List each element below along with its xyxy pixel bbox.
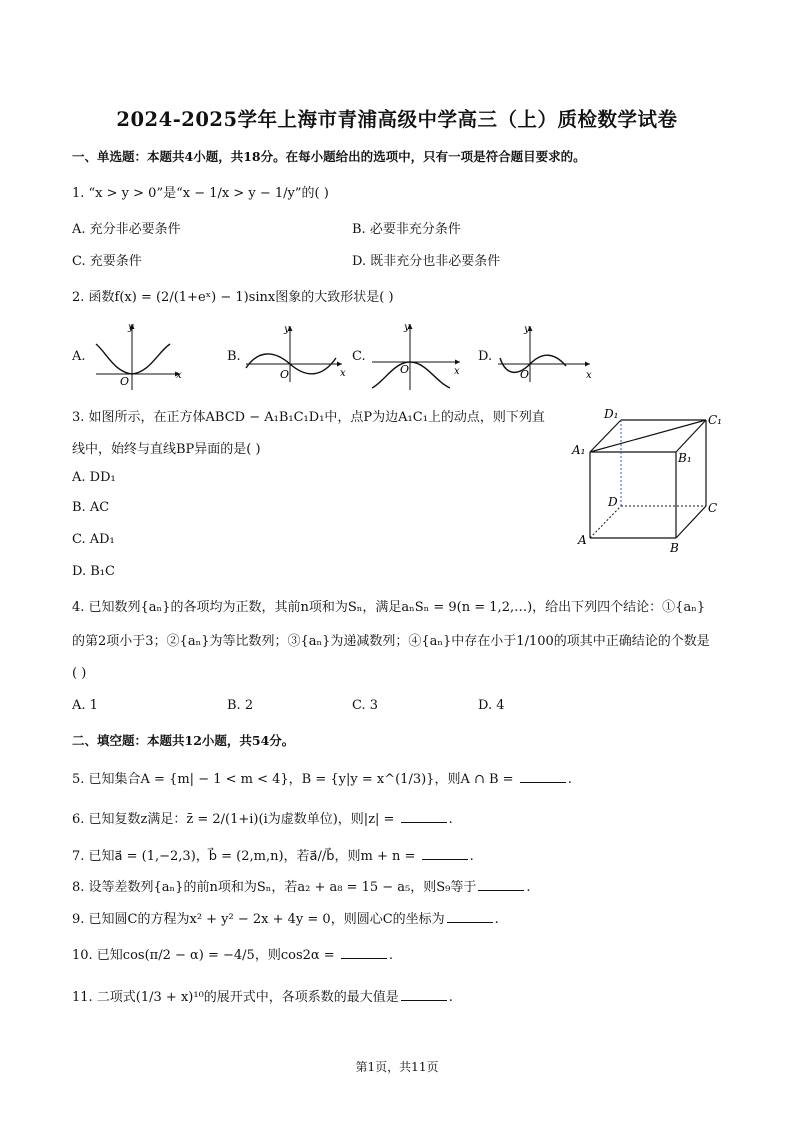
graph-b-x-arrow	[337, 362, 342, 367]
question-8-text: 8. 设等差数列{aₙ}的前n项和为Sₙ，若a₂ + a₈ = 15 − a₅，则S₉等于	[72, 880, 477, 895]
label-b1: B₁	[678, 451, 692, 465]
q4-option-c: C. 3	[352, 698, 379, 713]
label-a1: A₁	[572, 443, 586, 457]
graph-c-y-label: y	[404, 322, 410, 333]
graph-b	[244, 320, 348, 386]
q1-option-b: B. 必要非充分条件	[352, 222, 461, 237]
question-4-line1: 4. 已知数列{aₙ}的各项均为正数，其前n项和为Sₙ，满足aₙSₙ = 9(n = 1,2,…)，给出下列四个结论：①{aₙ}	[72, 600, 706, 615]
question-8	[72, 876, 531, 895]
question-10-end: .	[388, 948, 393, 963]
hidden-edge-a-d	[590, 506, 621, 538]
q2-option-c: C.	[352, 349, 366, 364]
label-d: D	[608, 495, 618, 509]
answer-blank-10	[341, 957, 387, 959]
q2-option-d: D.	[478, 349, 493, 364]
question-3-stem-line2: 线中，始终与直线BP异面的是( )	[72, 442, 261, 457]
q3-option-b: B. AC	[72, 500, 110, 515]
question-5	[72, 768, 572, 787]
graph-b-origin: O	[280, 368, 290, 381]
q1-option-c: C. 充要条件	[72, 254, 142, 269]
graph-c	[370, 318, 466, 394]
question-10-text: 10. 已知cos(π/2 − α) = −4/5，则cos2α =	[72, 948, 339, 963]
question-9-text: 9. 已知圆C的方程为x² + y² − 2x + 4y = 0，则圆心C的坐标为	[72, 912, 445, 927]
graph-c-x-arrow	[455, 360, 460, 365]
q1-option-d: D. 既非充分也非必要条件	[352, 254, 501, 269]
question-4-line2: 的第2项小于3；②{aₙ}为等比数列；③{aₙ}为递减数列；④{aₙ}中存在小于1/100的项其中正确结论的个数是	[72, 634, 710, 649]
question-4-line3: ( )	[72, 666, 87, 681]
answer-blank-7	[422, 858, 468, 860]
graph-a-y-label: y	[128, 322, 134, 333]
question-7-end: .	[469, 849, 474, 864]
answer-blank-8	[478, 889, 524, 891]
cube-figure	[566, 400, 732, 560]
edge-b-c	[676, 506, 706, 538]
question-6	[72, 808, 453, 827]
label-d1: D₁	[604, 407, 619, 421]
edge-b1-c1	[676, 420, 706, 452]
graph-d-origin: O	[520, 368, 530, 381]
q2-option-a: A.	[72, 349, 86, 364]
graph-c-x-label: x	[454, 366, 460, 377]
question-7	[72, 845, 474, 864]
answer-blank-5	[520, 781, 566, 783]
section-1-heading: 一、单选题：本题共4小题，共18分。在每小题给出的选项中，只有一项是符合题目要求的。	[72, 149, 586, 164]
label-b: B	[670, 541, 679, 555]
page-footer: 第1页，共11页	[355, 1060, 439, 1074]
graph-a-x-label: x	[176, 370, 182, 381]
graph-c-curve	[372, 362, 450, 388]
page-title: 2024-2025学年上海市青浦高级中学高三（上）质检数学试卷	[116, 108, 678, 131]
graph-a-curve	[96, 344, 170, 374]
q4-option-a: A. 1	[72, 698, 98, 713]
question-6-text: 6. 已知复数z满足：z̄ = 2/(1+i)(i为虚数单位)，则|z| =	[72, 812, 399, 827]
question-11-end: .	[448, 990, 453, 1005]
question-8-end: .	[526, 880, 531, 895]
label-a: A	[578, 533, 587, 547]
question-10	[72, 944, 393, 963]
q1-option-a: A. 充分非必要条件	[72, 222, 181, 237]
question-7-text: 7. 已知a⃗ = (1,−2,3)，b⃗ = (2,m,n)，若a⃗//b⃗，则m + n =	[72, 849, 420, 864]
question-9	[72, 908, 499, 927]
diagonal-a1-c1	[590, 420, 706, 452]
label-c: C	[708, 501, 718, 515]
question-9-end: .	[494, 912, 499, 927]
question-11	[72, 986, 453, 1005]
question-5-end: .	[567, 772, 572, 787]
question-1-stem: 1. “x > y > 0”是“x − 1/x > y − 1/y”的( )	[72, 186, 329, 201]
answer-blank-6	[401, 821, 447, 823]
question-3-stem-line1: 3. 如图所示，在正方体ABCD − A₁B₁C₁D₁中，点P为边A₁C₁上的动点，则下列直	[72, 410, 545, 425]
graph-b-x-label: x	[340, 368, 346, 379]
graph-c-origin: O	[400, 363, 410, 376]
q3-option-d: D. B₁C	[72, 564, 115, 579]
graph-d-x-label: x	[586, 370, 592, 381]
graph-a	[92, 318, 184, 394]
q3-option-a: A. DD₁	[72, 470, 116, 485]
answer-blank-11	[401, 999, 447, 1001]
q2-option-b: B.	[227, 349, 241, 364]
q3-option-c: C. AD₁	[72, 532, 115, 547]
graph-d	[496, 320, 598, 386]
q4-option-b: B. 2	[227, 698, 254, 713]
question-2-stem: 2. 函数f(x) = (2/(1+eˣ) − 1)sinx图象的大致形状是( )	[72, 290, 394, 305]
label-c1: C₁	[708, 413, 722, 427]
graph-d-y-label: y	[524, 324, 530, 335]
graph-a-origin: O	[120, 375, 130, 388]
graph-d-x-arrow	[585, 362, 590, 367]
graph-b-y-label: y	[284, 324, 290, 335]
section-2-heading: 二、填空题：本题共12小题，共54分。	[72, 733, 295, 748]
question-6-end: .	[448, 812, 453, 827]
q4-option-d: D. 4	[478, 698, 505, 713]
answer-blank-9	[447, 921, 493, 923]
question-5-text: 5. 已知集合A = {m| − 1 < m < 4}，B = {y|y = x^(1/3)}，则A ∩ B =	[72, 772, 518, 787]
question-11-text: 11. 二项式(1/3 + x)¹⁰的展开式中，各项系数的最大值是	[72, 990, 399, 1005]
